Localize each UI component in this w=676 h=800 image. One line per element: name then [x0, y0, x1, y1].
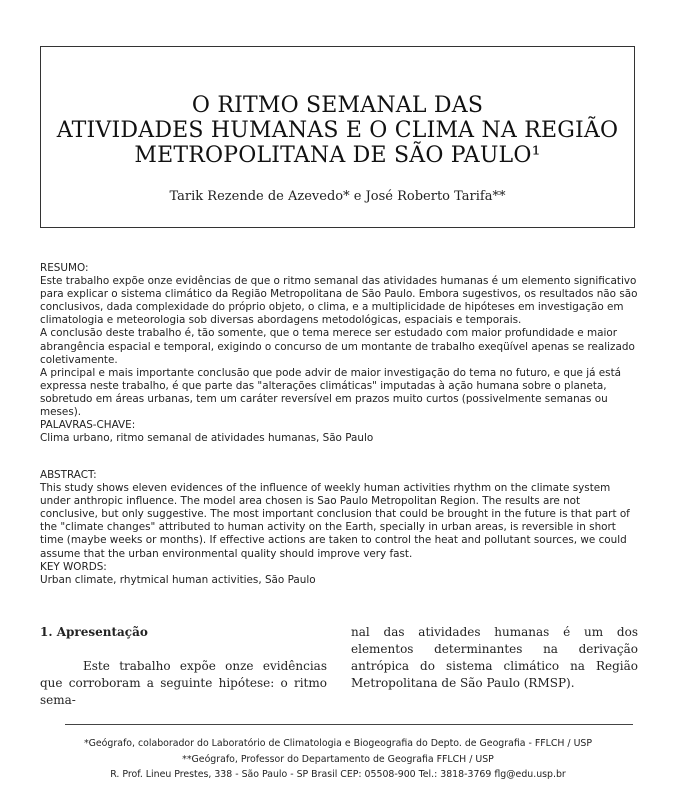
- resumo-paragraph-3: A principal e mais importante conclusão que pode advir de maior investigação do tema no futuro, e que já está expressa neste trabalho, é que parte das "alterações climáticas" imputadas à ação humana sobre o planeta, sobretudo em áreas urbanas, tem um caráter reversível em prazos muito curtos (possivelmente semanas ou meses).: [40, 366, 622, 419]
- footnote-2: **Geógrafo, Professor do Departamento de Geografia FFLCH / USP: [182, 753, 494, 765]
- article-title: [41, 93, 634, 168]
- abstract-text: This study shows eleven evidences of the influence of weekly human activities rhythm on the climate system under anthropic influence. The model area chosen is Sao Paulo Metropolitan Region. The results are not conclusive, but only suggestive. The most important conclusion that could be brought in the future is that part of the "climate changes" attributed to human activity on the Earth, specially in urban areas, is reversible in short time (maybe weeks or months). If effective actions are taken to control the heat and pollutant sources, we could assume that the urban environmental quality should improve very fast.: [40, 482, 630, 560]
- title-box: [40, 46, 635, 228]
- footnotes: [40, 736, 636, 783]
- body-column-right: [351, 624, 638, 692]
- palavras-chave-label: PALAVRAS-CHAVE:: [40, 419, 136, 432]
- title-line-3: METROPOLITANA DE SÃO PAULO¹: [134, 143, 541, 168]
- body-column-left: [40, 624, 327, 709]
- resumo-paragraph-1: Este trabalho expõe onze evidências de que o ritmo semanal das atividades humanas é um elemento significativo para explicar o sistema climático da Região Metropolitana de São Paulo. Embora sugestivos, os resultados não são conclusivos, dada complexidade do próprio objeto, o clima, e a multiplicidade de hipóteses em investigação em climatologia e meteorologia sob diversas abordagens metodológicas, espaciais e temporais.: [40, 275, 638, 327]
- key-words-label: KEY WORDS:: [40, 560, 107, 573]
- resumo-section: [40, 262, 638, 445]
- authors: Tarik Rezende de Azevedo* e José Roberto Tarifa**: [169, 189, 506, 204]
- abstract-label: ABSTRACT:: [40, 469, 97, 481]
- title-line-1: O RITMO SEMANAL DAS: [191, 93, 484, 118]
- title-line-2: ATIVIDADES HUMANAS E O CLIMA NA REGIÃO: [56, 118, 619, 143]
- body-text-right: nal das atividades humanas é um dos elementos determinantes na derivação antrópica do sistema climático na Região Metropolitana de São Paulo (RMSP).: [351, 625, 638, 690]
- palavras-chave: Clima urbano, ritmo semanal de atividades humanas, São Paulo: [40, 432, 374, 445]
- footnote-address: R. Prof. Lineu Prestes, 338 - São Paulo - SP Brasil CEP: 05508-900 Tel.: 3818-3769 flg@edu.usp.br: [110, 769, 566, 780]
- resumo-paragraph-2: A conclusão deste trabalho é, tão somente, que o tema merece ser estudado com maior profundidade e maior abrangência espacial e temporal, exigindo o concurso de um montante de trabalho exeqüível apenas se realizado coletivamente.: [40, 327, 635, 366]
- resumo-label: RESUMO:: [40, 262, 89, 274]
- abstract-section: [40, 469, 638, 587]
- footnote-divider: [65, 724, 633, 725]
- section-heading: 1. Apresentação: [40, 625, 148, 639]
- footnote-1: *Geógrafo, colaborador do Laboratório de Climatologia e Biogeografia do Depto. de Geografia - FFLCH / USP: [83, 738, 593, 749]
- key-words: Urban climate, rhytmical human activities, São Paulo: [40, 573, 316, 586]
- body-text-left: Este trabalho expõe onze evidências que corroboram a seguinte hipótese: o ritmo sema-: [40, 659, 327, 707]
